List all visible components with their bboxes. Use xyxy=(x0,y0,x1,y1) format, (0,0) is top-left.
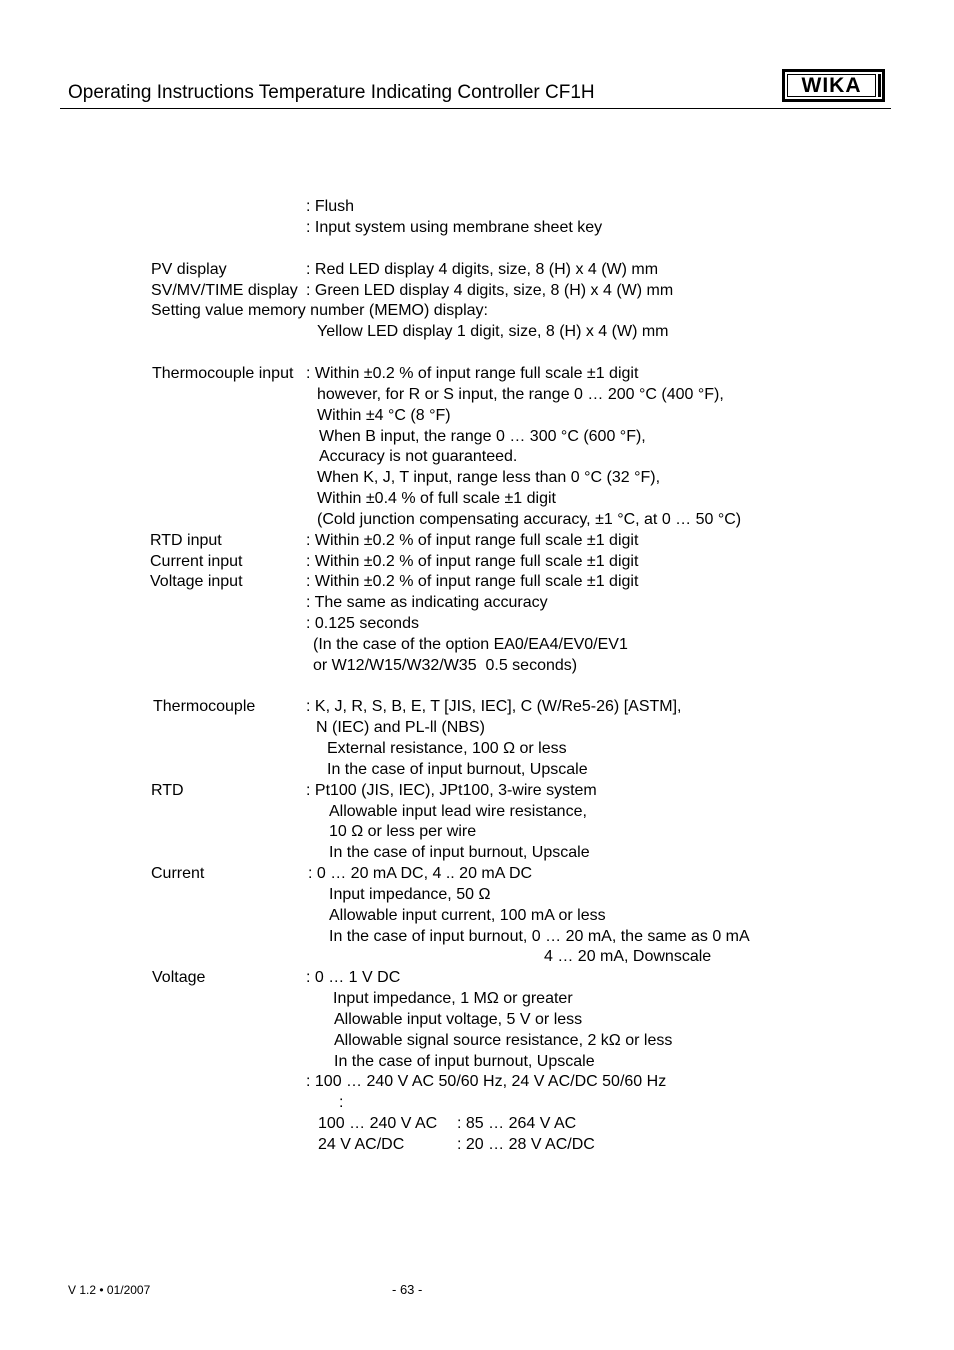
spec-value: : 100 … 240 V AC 50/60 Hz, 24 V AC/DC 50/60 Hz xyxy=(306,1073,667,1090)
spec-value: In the case of input burnout, Upscale xyxy=(329,844,590,861)
spec-label: Thermocouple xyxy=(153,698,256,715)
spec-value: : 0.125 seconds xyxy=(306,615,419,632)
spec-value: Allowable input current, 100 mA or less xyxy=(329,907,606,924)
spec-value: : Input system using membrane sheet key xyxy=(306,219,603,236)
spec-value: : Within ±0.2 % of input range full scale ±1 digit xyxy=(306,573,639,590)
spec-value: : K, J, R, S, B, E, T [JIS, IEC], C (W/Re5-26) [ASTM], xyxy=(306,698,682,715)
spec-value: : xyxy=(339,1094,344,1111)
spec-label: RTD xyxy=(151,782,184,799)
spec-value: When K, J, T input, range less than 0 °C (32 °F), xyxy=(317,469,661,486)
spec-value: : Red LED display 4 digits, size, 8 (H) x 4 (W) mm xyxy=(306,261,659,278)
footer-version: V 1.2 • 01/2007 xyxy=(68,1283,151,1297)
spec-label: Voltage xyxy=(152,969,206,986)
spec-value: : 0 … 20 mA DC, 4 .. 20 mA DC xyxy=(308,865,533,882)
spec-value: : Within ±0.2 % of input range full scale ±1 digit xyxy=(306,553,639,570)
spec-value: 4 … 20 mA, Downscale xyxy=(544,948,712,965)
spec-value: Input impedance, 1 MΩ or greater xyxy=(333,990,573,1007)
spec-value: (In the case of the option EA0/EA4/EV0/EV1 xyxy=(313,636,628,653)
header-divider xyxy=(60,108,891,109)
spec-value: however, for R or S input, the range 0 … 200 °C (400 °F), xyxy=(317,386,724,403)
spec-value: In the case of input burnout, Upscale xyxy=(327,761,588,778)
spec-value: : Pt100 (JIS, IEC), JPt100, 3-wire system xyxy=(306,782,597,799)
spec-label: Thermocouple input xyxy=(152,365,294,382)
spec-value: In the case of input burnout, Upscale xyxy=(334,1053,595,1070)
header-title: Operating Instructions Temperature Indicating Controller CF1H xyxy=(68,82,595,103)
spec-label: Current xyxy=(151,865,205,882)
spec-label: Voltage input xyxy=(150,573,243,590)
spec-value: Allowable signal source resistance, 2 kΩ or less xyxy=(334,1032,673,1049)
spec-value: Input impedance, 50 Ω xyxy=(329,886,491,903)
spec-value: : Within ±0.2 % of input range full scale ±1 digit xyxy=(306,365,639,382)
spec-value: N (IEC) and PL-ll (NBS) xyxy=(316,719,485,736)
spec-value: : The same as indicating accuracy xyxy=(306,594,548,611)
spec-value: External resistance, 100 Ω or less xyxy=(327,740,567,757)
spec-value: : Within ±0.2 % of input range full scale ±1 digit xyxy=(306,532,639,549)
spec-value: In the case of input burnout, 0 … 20 mA, the same as 0 mA xyxy=(329,928,750,945)
page-number: - 63 - xyxy=(392,1282,423,1297)
spec-value: Accuracy is not guaranteed. xyxy=(319,448,518,465)
spec-label: SV/MV/TIME display xyxy=(151,282,298,299)
spec-label: RTD input xyxy=(150,532,222,549)
spec-value: Allowable input lead wire resistance, xyxy=(329,803,587,820)
spec-value: 24 V AC/DC xyxy=(318,1136,405,1153)
spec-value: : Flush xyxy=(306,198,355,215)
logo-text: WIKA xyxy=(787,74,876,97)
spec-value: Within ±4 °C (8 °F) xyxy=(317,407,451,424)
spec-label: PV display xyxy=(151,261,227,278)
spec-value: Within ±0.4 % of full scale ±1 digit xyxy=(317,490,556,507)
spec-value: (Cold junction compensating accuracy, ±1 °C, at 0 … 50 °C) xyxy=(317,511,742,528)
spec-label: Current input xyxy=(150,553,243,570)
spec-value: : 20 … 28 V AC/DC xyxy=(457,1136,595,1153)
spec-value: : Green LED display 4 digits, size, 8 (H) x 4 (W) mm xyxy=(306,282,674,299)
spec-value: 10 Ω or less per wire xyxy=(329,823,477,840)
logo-bar xyxy=(878,74,881,97)
spec-value: 100 … 240 V AC xyxy=(318,1115,438,1132)
wika-logo xyxy=(782,69,885,102)
spec-value: Yellow LED display 1 digit, size, 8 (H) x 4 (W) mm xyxy=(317,323,669,340)
spec-label: Setting value memory number (MEMO) display: xyxy=(151,302,488,319)
spec-value: : 85 … 264 V AC xyxy=(457,1115,577,1132)
spec-value: or W12/W15/W32/W35 0.5 seconds) xyxy=(313,657,578,674)
spec-value: When B input, the range 0 … 300 °C (600 °F), xyxy=(319,428,646,445)
spec-value: Allowable input voltage, 5 V or less xyxy=(334,1011,583,1028)
spec-value: : 0 … 1 V DC xyxy=(306,969,401,986)
